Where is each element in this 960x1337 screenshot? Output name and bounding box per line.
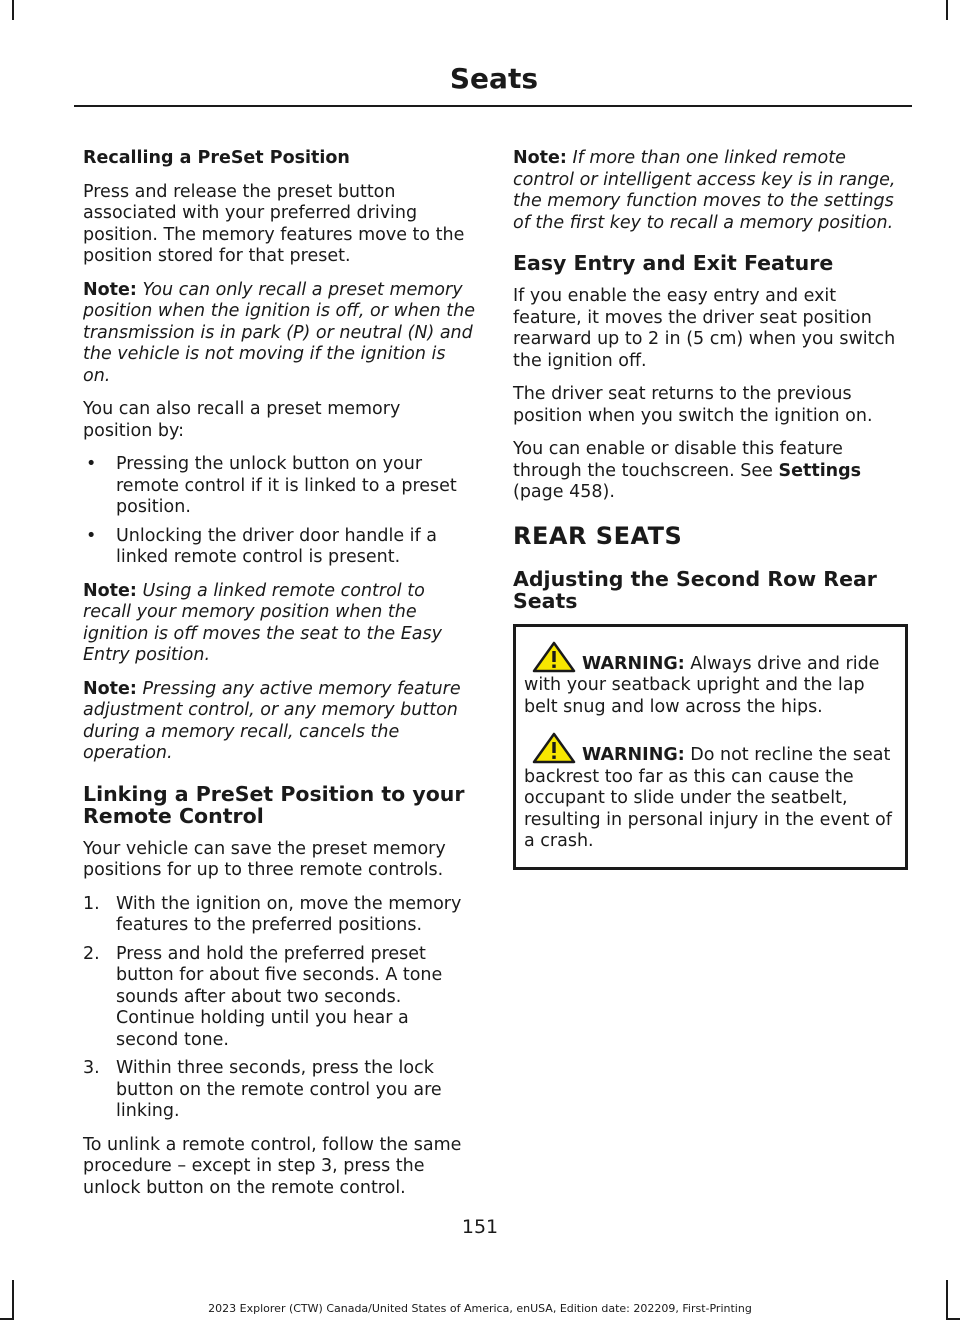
linking-body: Your vehicle can save the preset memory positions for up to three remote controls.: [83, 838, 446, 880]
right-column: [513, 148, 908, 870]
list-item: [83, 454, 475, 519]
warning-label: WARNING:: [582, 653, 685, 674]
step-text: With the ignition on, move the memory features to the preferred positions.: [116, 893, 462, 935]
recall-heading: Recalling a PreSet Position: [83, 148, 350, 168]
easy-entry-body-3: [513, 439, 908, 504]
step-text: Press and hold the preferred preset button for about five seconds. A tone sounds after about two seconds. Continue holding until you hear a second tone.: [116, 943, 443, 1050]
note-ignition: [83, 280, 475, 388]
warning-triangle-icon: [532, 732, 576, 764]
warning-recline: [524, 732, 897, 853]
list-item: [83, 1058, 475, 1123]
settings-link[interactable]: Settings: [778, 460, 862, 481]
step-number: 2.: [83, 943, 100, 964]
step-number: 1.: [83, 893, 100, 914]
settings-ref-pre: You can enable or disable this feature through the touchscreen. See: [513, 439, 843, 481]
list-item: [83, 894, 475, 937]
adjust-heading: Adjusting the Second Row Rear Seats: [513, 566, 877, 613]
warning-text: Do not recline the seat backrest too far as this can cause the occupant to slide under the seatbelt, resulting in personal injury in the event of a crash.: [524, 745, 892, 851]
bullet-marker: •: [86, 454, 97, 474]
settings-ref-post: (page 458).: [513, 482, 615, 502]
recall-body: Press and release the preset button associated with your preferred driving position. The memory features move to the position stored for that preset.: [83, 181, 465, 266]
note-cancel: [83, 679, 475, 765]
note-label: Note:: [83, 580, 137, 601]
crop-mark-top-right: [946, 0, 948, 20]
note-text: If more than one linked remote control or intelligent access key is in range, the memory function moves to the settings of the first key to recall a memory position.: [513, 148, 896, 233]
note-label: Note:: [83, 678, 137, 699]
step-number: 3.: [83, 1058, 100, 1078]
list-item: [83, 944, 475, 1052]
note-label: Note:: [83, 279, 137, 300]
warning-box: [513, 624, 908, 870]
also-recall-text: You can also recall a preset memory position by:: [83, 399, 401, 441]
crop-mark-bottom-left-h: [0, 1318, 14, 1320]
crop-mark-bottom-right-h: [946, 1318, 960, 1320]
note-easy-entry: [83, 581, 475, 667]
warning-upright: [524, 641, 897, 719]
rear-seats-heading: REAR SEATS: [513, 521, 683, 550]
bullet-marker: •: [86, 525, 97, 546]
warning-text: Always drive and ride with your seatback upright and the lap belt snug and low across the hips.: [524, 653, 880, 717]
easy-entry-heading: Easy Entry and Exit Feature: [513, 251, 834, 275]
bullet-text: Unlocking the driver door handle if a linked remote control is present.: [116, 525, 437, 567]
recall-bullet-list: [83, 454, 475, 569]
note-multiple-keys: [513, 148, 908, 234]
unlink-body: To unlink a remote control, follow the same procedure – except in step 3, press the unlock button on the remote control.: [83, 1134, 462, 1198]
warning-label: WARNING:: [582, 745, 685, 765]
note-text: Pressing any active memory feature adjustment control, or any memory button during a memory recall, cancels the operation.: [83, 678, 461, 763]
linking-heading: Linking a PreSet Position to your Remote Control: [83, 781, 465, 828]
easy-entry-body-2: The driver seat returns to the previous position when you switch the ignition on.: [513, 384, 873, 426]
section-title: Seats: [449, 62, 538, 95]
note-text: Using a linked remote control to recall your memory position when the ignition is off moves the seat to the Easy Entry position.: [83, 580, 442, 665]
list-item: [83, 526, 475, 569]
note-text: You can only recall a preset memory position when the ignition is off, or when the transmission is in park (P) or neutral (N) and the vehicle is not moving if the ignition is on.: [83, 279, 476, 386]
step-text: Within three seconds, press the lock button on the remote control you are linking.: [116, 1058, 442, 1121]
header-rule: [74, 105, 912, 107]
page-number: 151: [461, 1216, 499, 1238]
crop-mark-top-left: [12, 0, 14, 20]
easy-entry-body-1: If you enable the easy entry and exit feature, it moves the driver seat position rearward up to 2 in (5 cm) when you switch the ignition off.: [513, 286, 896, 371]
bullet-text: Pressing the unlock button on your remote control if it is linked to a preset position.: [116, 454, 457, 517]
left-column: [83, 148, 475, 1211]
warning-triangle-icon: [532, 641, 576, 673]
footer-edition: 2023 Explorer (CTW) Canada/United States of America, enUSA, Edition date: 202209, First-Printing: [208, 1302, 752, 1315]
note-label: Note:: [513, 148, 567, 168]
linking-steps: [83, 894, 475, 1123]
